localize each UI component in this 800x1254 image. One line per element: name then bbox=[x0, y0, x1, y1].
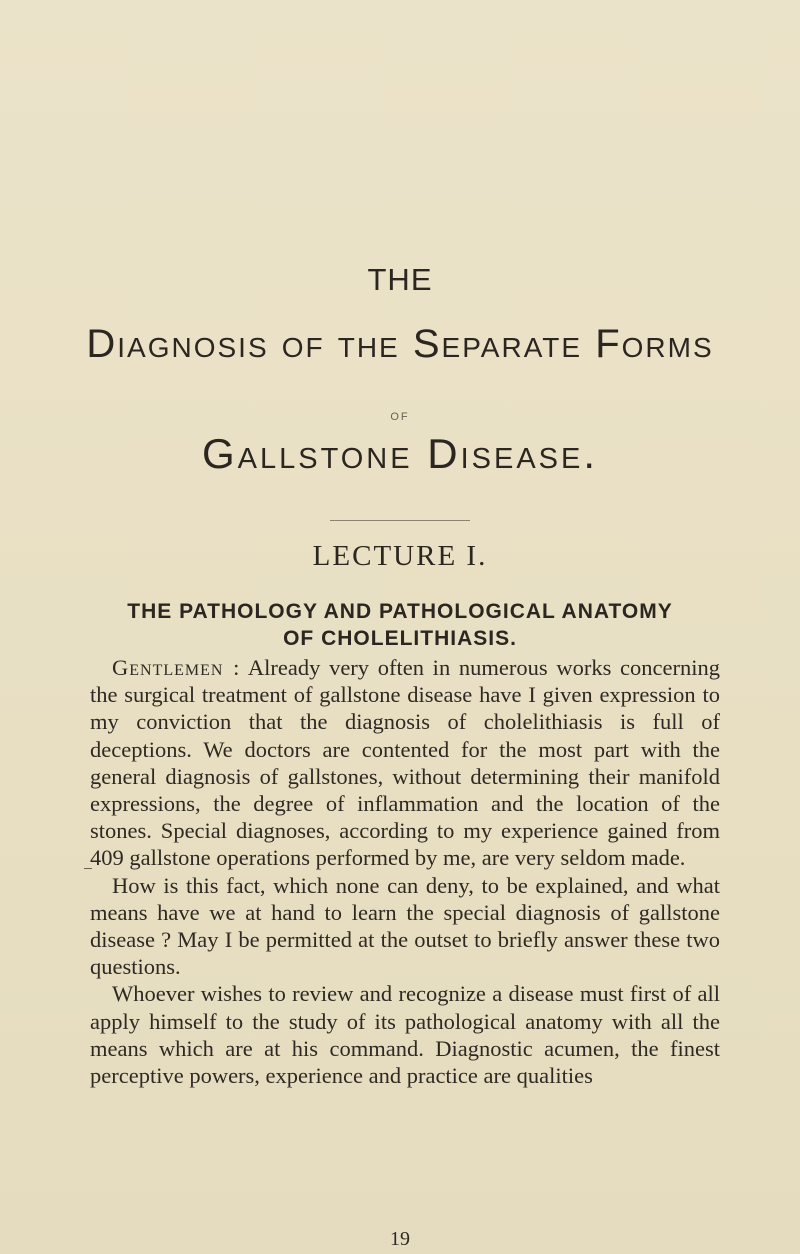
lecture-heading: LECTURE I. bbox=[312, 540, 488, 572]
main-title: Diagnosis of the Separate Forms bbox=[86, 322, 714, 366]
paragraph-1 bbox=[90, 654, 720, 872]
salutation: Gentlemen : bbox=[112, 655, 241, 680]
section-heading-line-2: OF CHOLELITHIASIS. bbox=[283, 627, 517, 650]
paragraph-2: How is this fact, which none can deny, to be explained, and what means have we at hand to learn the special diagnosis of gallstone disease ? May I be permitted at the outset to briefly answer these two questions. bbox=[90, 872, 720, 980]
page-number: 19 bbox=[390, 1228, 410, 1250]
paragraph-1-text: Already very often in numerous works concerning the surgical treatment of gallstone disease have I given expression to my conviction that the diagnosis of cholelithiasis is full of deceptions. We doctors are contented for the most part with the general diagnosis of gallstones, without determining their manifold expressions, the degree of inflammation and the location of the stones. Special diagnoses, according to my experience gained from 409 gallstone operations performed by me, are very seldom made. bbox=[90, 655, 720, 871]
title-of: OF bbox=[390, 411, 410, 423]
sub-title: Gallstone Disease. bbox=[201, 430, 599, 477]
section-heading bbox=[0, 598, 800, 652]
section-heading-line-1: THE PATHOLOGY AND PATHOLOGICAL ANATOMY bbox=[127, 600, 673, 623]
paragraph-3: Whoever wishes to review and recognize a disease must first of all apply himself to the study of its pathological anatomy with all the means which are at his command. Diagnostic acumen, the finest perceptive powers, experience and practice are qualities bbox=[90, 981, 720, 1089]
margin-mark bbox=[84, 868, 92, 869]
title-divider bbox=[330, 520, 470, 521]
title-the: THE bbox=[367, 262, 433, 297]
body-text bbox=[90, 654, 720, 1089]
